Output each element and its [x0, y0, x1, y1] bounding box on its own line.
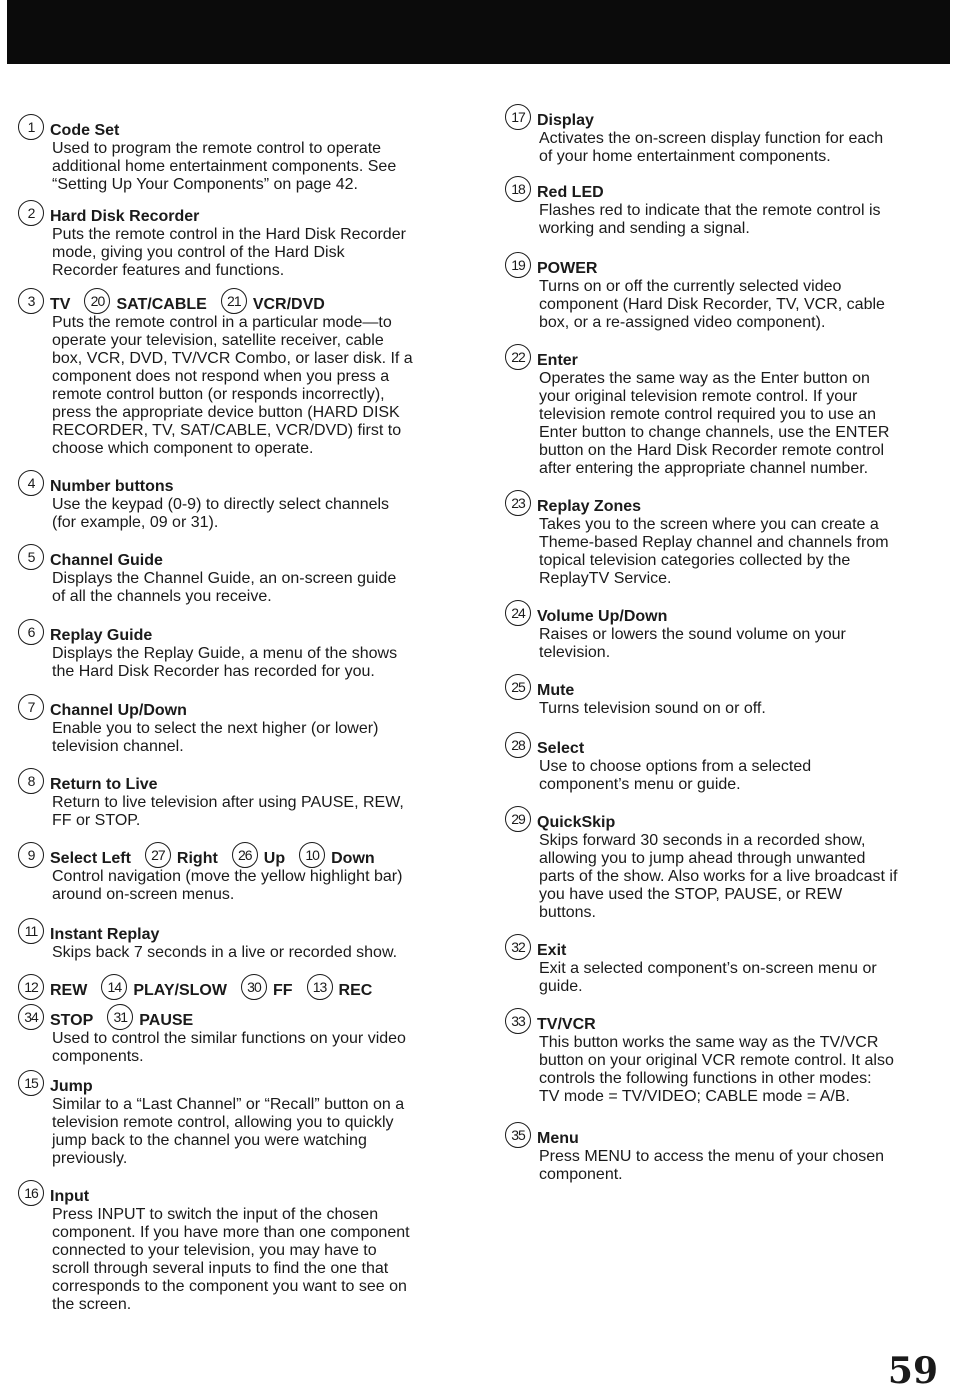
entry-description: Control navigation (move the yellow highlight bar) around on-screen menus.: [52, 868, 403, 903]
entry-heading: [18, 619, 463, 645]
button-name: SAT/CABLE: [116, 296, 207, 313]
button-name: Right: [176, 850, 218, 867]
heading-item: [18, 768, 158, 794]
entry-heading: [505, 600, 945, 626]
heading-item: [18, 1070, 93, 1096]
header-bar: [7, 0, 950, 64]
circled-number-icon: 13: [307, 974, 333, 1000]
heading-item: [18, 544, 163, 570]
heading-item: [18, 974, 87, 1000]
entry-heading: [505, 252, 945, 278]
circled-number-icon: 33: [505, 1008, 531, 1034]
button-name: REW: [50, 982, 88, 999]
circled-number-icon: 7: [18, 694, 44, 720]
entry-heading: [18, 918, 463, 944]
button-description-entry: [18, 842, 463, 904]
entry-description: This button works the same way as the TV/VCR button on your original VCR remote control. It also controls the following functions in other modes: TV mode = TV/VIDEO; CABLE mode = A/B.: [539, 1034, 894, 1105]
entry-heading: [18, 114, 463, 140]
entry-heading: [18, 544, 463, 570]
circled-number-icon: 29: [505, 806, 531, 832]
button-name: Number buttons: [50, 478, 174, 495]
entry-heading: [505, 344, 945, 370]
entry-description: Used to control the similar functions on your video components.: [52, 1030, 406, 1065]
circled-number-icon: 10: [299, 842, 325, 868]
heading-item: [505, 600, 667, 626]
circled-number-icon: 3: [18, 288, 44, 314]
heading-item: [505, 806, 615, 832]
entry-description: Flashes red to indicate that the remote control is working and sending a signal.: [539, 202, 881, 237]
entry-description: Used to program the remote control to operate additional home entertainment components. See “Setting Up Your Components” on page 42.: [52, 140, 397, 193]
entry-heading: [505, 490, 945, 516]
entry-heading: [18, 694, 463, 720]
entry-heading: [18, 288, 463, 314]
button-name: STOP: [50, 1012, 94, 1029]
heading-item: [505, 344, 578, 370]
button-description-entry: [505, 104, 945, 166]
entry-description: Operates the same way as the Enter button on your original television remote control. If your television remote control required you to use an Enter button to change channels, use the ENTER button on the Hard Disk Recorder remote control after entering the appropriate channel number.: [539, 370, 890, 477]
circled-number-icon: 15: [18, 1070, 44, 1096]
entry-heading: [18, 1180, 463, 1206]
button-name: Up: [263, 850, 286, 867]
entry-description: Use the keypad (0-9) to directly select channels (for example, 09 or 31).: [52, 496, 390, 531]
heading-item: [299, 842, 375, 868]
entry-heading: [18, 470, 463, 496]
entry-description: Turns on or off the currently selected video component (Hard Disk Recorder, TV, VCR, cable box, or a re-assigned video component).: [539, 278, 885, 331]
button-description-entry: [18, 288, 463, 458]
button-description-entry: [18, 544, 463, 606]
button-name: Mute: [537, 682, 575, 699]
entry-heading: [505, 806, 945, 832]
circled-number-icon: 32: [505, 934, 531, 960]
button-name: VCR/DVD: [252, 296, 325, 313]
button-name: PLAY/SLOW: [133, 982, 227, 999]
button-name: Enter: [537, 352, 578, 369]
button-description-entry: [18, 1180, 463, 1314]
entry-heading: [505, 732, 945, 758]
heading-item: [18, 619, 152, 645]
button-name: Hard Disk Recorder: [50, 208, 200, 225]
heading-item: [84, 288, 206, 314]
button-description-entry: [505, 490, 945, 588]
button-description-entry: [505, 176, 945, 238]
heading-item: [18, 1004, 93, 1030]
entry-description: Displays the Replay Guide, a menu of the shows the Hard Disk Recorder has recorded for you.: [52, 645, 398, 680]
heading-item: [241, 974, 293, 1000]
circled-number-icon: 8: [18, 768, 44, 794]
circled-number-icon: 21: [221, 288, 247, 314]
entry-description: Similar to a “Last Channel” or “Recall” button on a television remote control, allowing you to quickly jump back to the channel you were watching previously.: [52, 1096, 405, 1167]
entry-heading: [505, 1122, 945, 1148]
circled-number-icon: 35: [505, 1122, 531, 1148]
heading-item: [505, 104, 594, 130]
entry-heading: [18, 200, 463, 226]
heading-item: [505, 674, 574, 700]
heading-item: [18, 918, 159, 944]
button-name: Channel Up/Down: [50, 702, 187, 719]
button-description-entry: [505, 732, 945, 794]
entry-heading: [18, 1070, 463, 1096]
button-name: Channel Guide: [50, 552, 163, 569]
button-name: Select: [537, 740, 585, 757]
circled-number-icon: 19: [505, 252, 531, 278]
circled-number-icon: 18: [505, 176, 531, 202]
button-name: Select Left: [50, 850, 131, 867]
entry-description: Exit a selected component’s on-screen menu or guide.: [539, 960, 877, 995]
entry-description: Skips forward 30 seconds in a recorded show, allowing you to jump ahead through unwanted parts of the show. Also works for a live broadcast if you have used the STOP, PAUSE, or REW buttons.: [539, 832, 898, 921]
entry-description: Puts the remote control in a particular mode—to operate your television, satellite receiver, cable box, VCR, DVD, TV/VCR Combo, or laser disk. If a component does not respond when you press a remote control button (or responds incorrectly), press the appropriate device button (HARD DISK RECORDER, TV, SAT/CABLE, VCR/DVD) first to choose which component to operate.: [52, 314, 413, 457]
entry-description: Enable you to select the next higher (or lower) television channel.: [52, 720, 379, 755]
button-description-entry: [18, 918, 463, 962]
circled-number-icon: 22: [505, 344, 531, 370]
entry-heading: [505, 104, 945, 130]
entry-heading: [18, 842, 463, 868]
heading-item: [232, 842, 285, 868]
entry-description: Press INPUT to switch the input of the chosen component. If you have more than one component connected to your television, you may have to scroll through several inputs to find the one that corresponds to the component you want to see on the screen.: [52, 1206, 410, 1313]
circled-number-icon: 14: [101, 974, 127, 1000]
heading-item: [18, 694, 187, 720]
button-name: Jump: [50, 1078, 93, 1095]
heading-item: [221, 288, 325, 314]
button-description-entry: [505, 1122, 945, 1184]
button-name: Exit: [537, 942, 567, 959]
circled-number-icon: 30: [241, 974, 267, 1000]
heading-item: [505, 252, 597, 278]
page-number: 59: [887, 1350, 938, 1392]
entry-heading: [505, 176, 945, 202]
entry-description: Activates the on-screen display function for each of your home entertainment components.: [539, 130, 884, 165]
button-description-entry: [18, 114, 463, 194]
button-name: FF: [272, 982, 293, 999]
heading-item: [307, 974, 373, 1000]
circled-number-icon: 2: [18, 200, 44, 226]
button-name: REC: [338, 982, 373, 999]
button-description-entry: [505, 1008, 945, 1106]
button-name: Menu: [537, 1130, 579, 1147]
entry-heading: [505, 674, 945, 700]
button-description-entry: [18, 974, 463, 1066]
heading-item: [505, 1008, 596, 1034]
entry-description: Press MENU to access the menu of your chosen component.: [539, 1148, 885, 1183]
circled-number-icon: 24: [505, 600, 531, 626]
circled-number-icon: 1: [18, 114, 44, 140]
circled-number-icon: 16: [18, 1180, 44, 1206]
button-name: QuickSkip: [537, 814, 616, 831]
circled-number-icon: 26: [232, 842, 258, 868]
button-name: Down: [331, 850, 375, 867]
button-name: Return to Live: [50, 776, 158, 793]
heading-item: [18, 470, 174, 496]
circled-number-icon: 25: [505, 674, 531, 700]
button-name: Red LED: [537, 184, 604, 201]
heading-item: [505, 732, 584, 758]
button-name: POWER: [537, 260, 598, 277]
button-description-entry: [18, 200, 463, 280]
heading-item: [505, 934, 566, 960]
button-name: Volume Up/Down: [537, 608, 668, 625]
button-description-entry: [505, 674, 945, 718]
button-description-entry: [18, 619, 463, 681]
button-name: PAUSE: [139, 1012, 194, 1029]
button-description-entry: [18, 1070, 463, 1168]
button-description-entry: [505, 806, 945, 922]
button-description-entry: [505, 344, 945, 478]
heading-item: [18, 288, 70, 314]
button-description-entry: [505, 600, 945, 662]
button-name: TV/VCR: [537, 1016, 596, 1033]
circled-number-icon: 12: [18, 974, 44, 1000]
entry-description: Return to live television after using PAUSE, REW, FF or STOP.: [52, 794, 404, 829]
heading-item: [18, 114, 119, 140]
entry-description: Raises or lowers the sound volume on your television.: [539, 626, 846, 661]
button-description-entry: [505, 252, 945, 332]
heading-item: [145, 842, 218, 868]
button-name: Display: [537, 112, 594, 129]
entry-description: Takes you to the screen where you can create a Theme-based Replay channel and channels from topical television categories collected by the ReplayTV Service.: [539, 516, 889, 587]
circled-number-icon: 31: [107, 1004, 133, 1030]
heading-item: [107, 1004, 193, 1030]
heading-item: [101, 974, 227, 1000]
button-name: Input: [50, 1188, 90, 1205]
circled-number-icon: 27: [145, 842, 171, 868]
entry-description: Use to choose options from a selected component’s menu or guide.: [539, 758, 812, 793]
heading-item: [18, 1180, 89, 1206]
button-name: Replay Zones: [537, 498, 642, 515]
button-name: Replay Guide: [50, 627, 153, 644]
circled-number-icon: 4: [18, 470, 44, 496]
button-name: TV: [50, 296, 71, 313]
heading-item: [505, 490, 641, 516]
circled-number-icon: 5: [18, 544, 44, 570]
circled-number-icon: 28: [505, 732, 531, 758]
heading-item: [505, 1122, 579, 1148]
circled-number-icon: 23: [505, 490, 531, 516]
entry-heading: [18, 768, 463, 794]
entry-description: Skips back 7 seconds in a live or recorded show.: [52, 944, 398, 961]
button-description-entry: [18, 694, 463, 756]
button-name: Instant Replay: [50, 926, 160, 943]
circled-number-icon: 11: [18, 918, 44, 944]
button-description-entry: [18, 768, 463, 830]
circled-number-icon: 9: [18, 842, 44, 868]
circled-number-icon: 6: [18, 619, 44, 645]
circled-number-icon: 20: [84, 288, 110, 314]
entry-description: Puts the remote control in the Hard Disk Recorder mode, giving you control of the Hard Disk Recorder features and functions.: [52, 226, 406, 279]
button-description-entry: [505, 934, 945, 996]
circled-number-icon: 17: [505, 104, 531, 130]
entry-description: Turns television sound on or off.: [539, 700, 766, 717]
circled-number-icon: 34: [18, 1004, 44, 1030]
entry-heading: [505, 1008, 945, 1034]
heading-item: [18, 200, 199, 226]
entry-heading: [505, 934, 945, 960]
heading-item: [505, 176, 604, 202]
button-name: Code Set: [50, 122, 120, 139]
entry-heading: [18, 974, 463, 1030]
entry-description: Displays the Channel Guide, an on-screen guide of all the channels you receive.: [52, 570, 397, 605]
heading-item: [18, 842, 131, 868]
button-description-entry: [18, 470, 463, 532]
